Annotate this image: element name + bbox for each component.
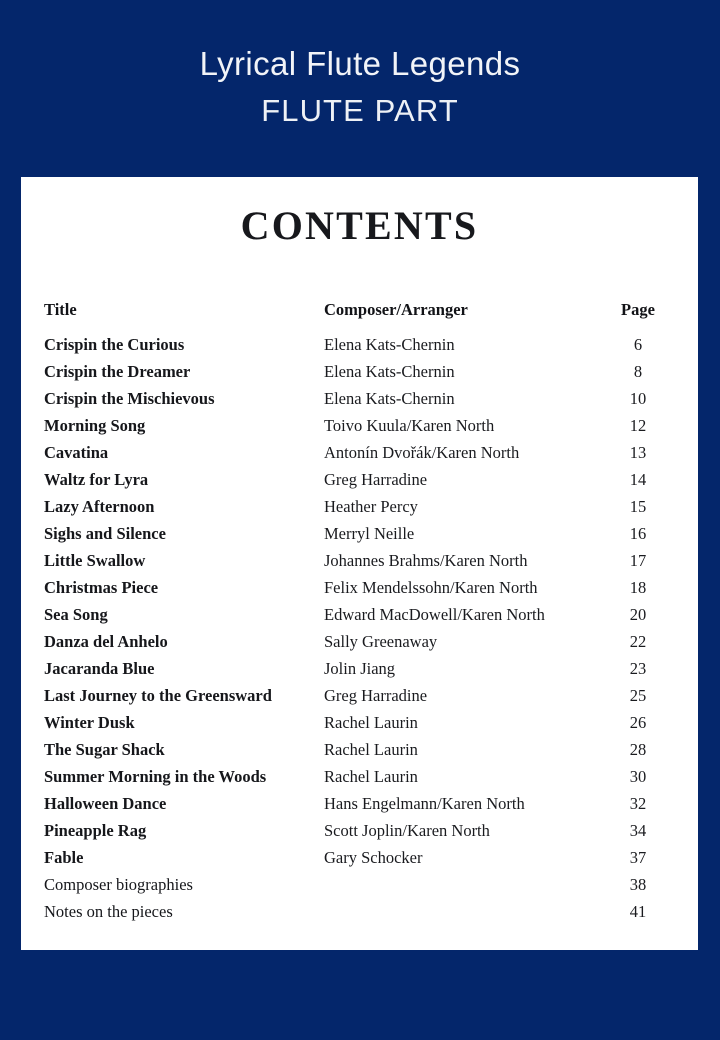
book-title: Lyrical Flute Legends <box>199 45 521 82</box>
row-composer: Felix Mendelssohn/Karen North <box>324 578 538 597</box>
row-title: Last Journey to the Greensward <box>44 686 272 705</box>
column-header-page: Page <box>621 300 655 319</box>
row-composer: Gary Schocker <box>324 848 423 867</box>
row-composer: Hans Engelmann/Karen North <box>324 794 525 813</box>
row-title: Christmas Piece <box>44 578 159 597</box>
row-title: Waltz for Lyra <box>44 470 149 489</box>
row-composer: Scott Joplin/Karen North <box>324 821 490 840</box>
table-of-contents <box>21 295 698 925</box>
column-header-composer: Composer/Arranger <box>324 300 468 319</box>
table-row[interactable] <box>21 331 698 358</box>
row-page: 34 <box>629 821 647 840</box>
row-title: Crispin the Curious <box>44 335 185 354</box>
row-composer: Jolin Jiang <box>324 659 396 678</box>
table-row[interactable] <box>21 412 698 439</box>
row-page: 14 <box>629 470 647 489</box>
row-composer: Greg Harradine <box>324 470 428 489</box>
row-composer: Rachel Laurin <box>324 767 418 786</box>
row-title: Crispin the Dreamer <box>44 362 191 381</box>
cover-header <box>0 0 720 177</box>
row-title: Sea Song <box>44 605 108 624</box>
row-title: The Sugar Shack <box>44 740 165 759</box>
row-composer: Merryl Neille <box>324 524 415 543</box>
contents-panel <box>21 177 698 950</box>
row-page: 23 <box>629 659 647 678</box>
table-row[interactable] <box>21 466 698 493</box>
row-composer: Elena Kats-Chernin <box>324 389 455 408</box>
row-composer: Elena Kats-Chernin <box>324 335 455 354</box>
table-row[interactable] <box>21 520 698 547</box>
row-page: 26 <box>629 713 647 732</box>
row-page: 25 <box>629 686 647 705</box>
row-page: 38 <box>629 875 647 894</box>
table-row[interactable] <box>21 574 698 601</box>
table-row[interactable] <box>21 682 698 709</box>
row-title: Winter Dusk <box>44 713 135 732</box>
table-row[interactable] <box>21 844 698 871</box>
row-title: Lazy Afternoon <box>44 497 155 516</box>
row-title: Composer biographies <box>44 875 193 894</box>
contents-heading: CONTENTS <box>240 203 479 248</box>
row-composer: Heather Percy <box>324 497 418 516</box>
table-row[interactable] <box>21 358 698 385</box>
row-composer: Antonín Dvořák/Karen North <box>324 443 520 462</box>
row-page: 18 <box>629 578 647 597</box>
table-row[interactable] <box>21 439 698 466</box>
row-page: 15 <box>629 497 647 516</box>
table-row[interactable] <box>21 790 698 817</box>
table-row[interactable] <box>21 493 698 520</box>
table-row[interactable] <box>21 871 698 898</box>
row-page: 16 <box>629 524 647 543</box>
row-page: 13 <box>629 443 647 462</box>
row-title: Danza del Anhelo <box>44 632 168 651</box>
table-row[interactable] <box>21 601 698 628</box>
row-title: Crispin the Mischievous <box>44 389 215 408</box>
row-composer: Rachel Laurin <box>324 713 418 732</box>
table-row[interactable] <box>21 628 698 655</box>
row-title: Notes on the pieces <box>44 902 173 921</box>
row-page: 22 <box>629 632 647 651</box>
table-row[interactable] <box>21 385 698 412</box>
row-composer: Edward MacDowell/Karen North <box>324 605 545 624</box>
row-page: 28 <box>629 740 647 759</box>
table-row[interactable] <box>21 547 698 574</box>
row-page: 32 <box>629 794 647 813</box>
table-row[interactable] <box>21 736 698 763</box>
row-page: 10 <box>629 389 647 408</box>
row-composer: Johannes Brahms/Karen North <box>324 551 528 570</box>
row-page: 12 <box>629 416 647 435</box>
row-title: Little Swallow <box>44 551 146 570</box>
row-page: 17 <box>629 551 647 570</box>
row-title: Cavatina <box>44 443 109 462</box>
table-row[interactable] <box>21 817 698 844</box>
table-row[interactable] <box>21 655 698 682</box>
row-composer: Elena Kats-Chernin <box>324 362 455 381</box>
row-page: 30 <box>629 767 647 786</box>
row-title: Pineapple Rag <box>44 821 147 840</box>
row-page: 37 <box>629 848 647 867</box>
row-title: Sighs and Silence <box>44 524 166 543</box>
part-title: FLUTE PART <box>261 93 459 128</box>
table-row[interactable] <box>21 763 698 790</box>
row-page: 8 <box>633 362 643 381</box>
row-composer: Toivo Kuula/Karen North <box>324 416 495 435</box>
row-page: 20 <box>629 605 647 624</box>
row-composer: Rachel Laurin <box>324 740 418 759</box>
table-row[interactable] <box>21 709 698 736</box>
row-composer: Greg Harradine <box>324 686 428 705</box>
table-body <box>21 331 698 925</box>
row-title: Morning Song <box>44 416 146 435</box>
row-title: Summer Morning in the Woods <box>44 767 267 786</box>
row-title: Fable <box>44 848 84 867</box>
row-title: Jacaranda Blue <box>44 659 155 678</box>
row-page: 41 <box>629 902 647 921</box>
row-composer: Sally Greenaway <box>324 632 438 651</box>
table-header-row <box>21 295 698 331</box>
row-title: Halloween Dance <box>44 794 167 813</box>
column-header-title: Title <box>44 300 77 319</box>
row-page: 6 <box>633 335 643 354</box>
table-row[interactable] <box>21 898 698 925</box>
